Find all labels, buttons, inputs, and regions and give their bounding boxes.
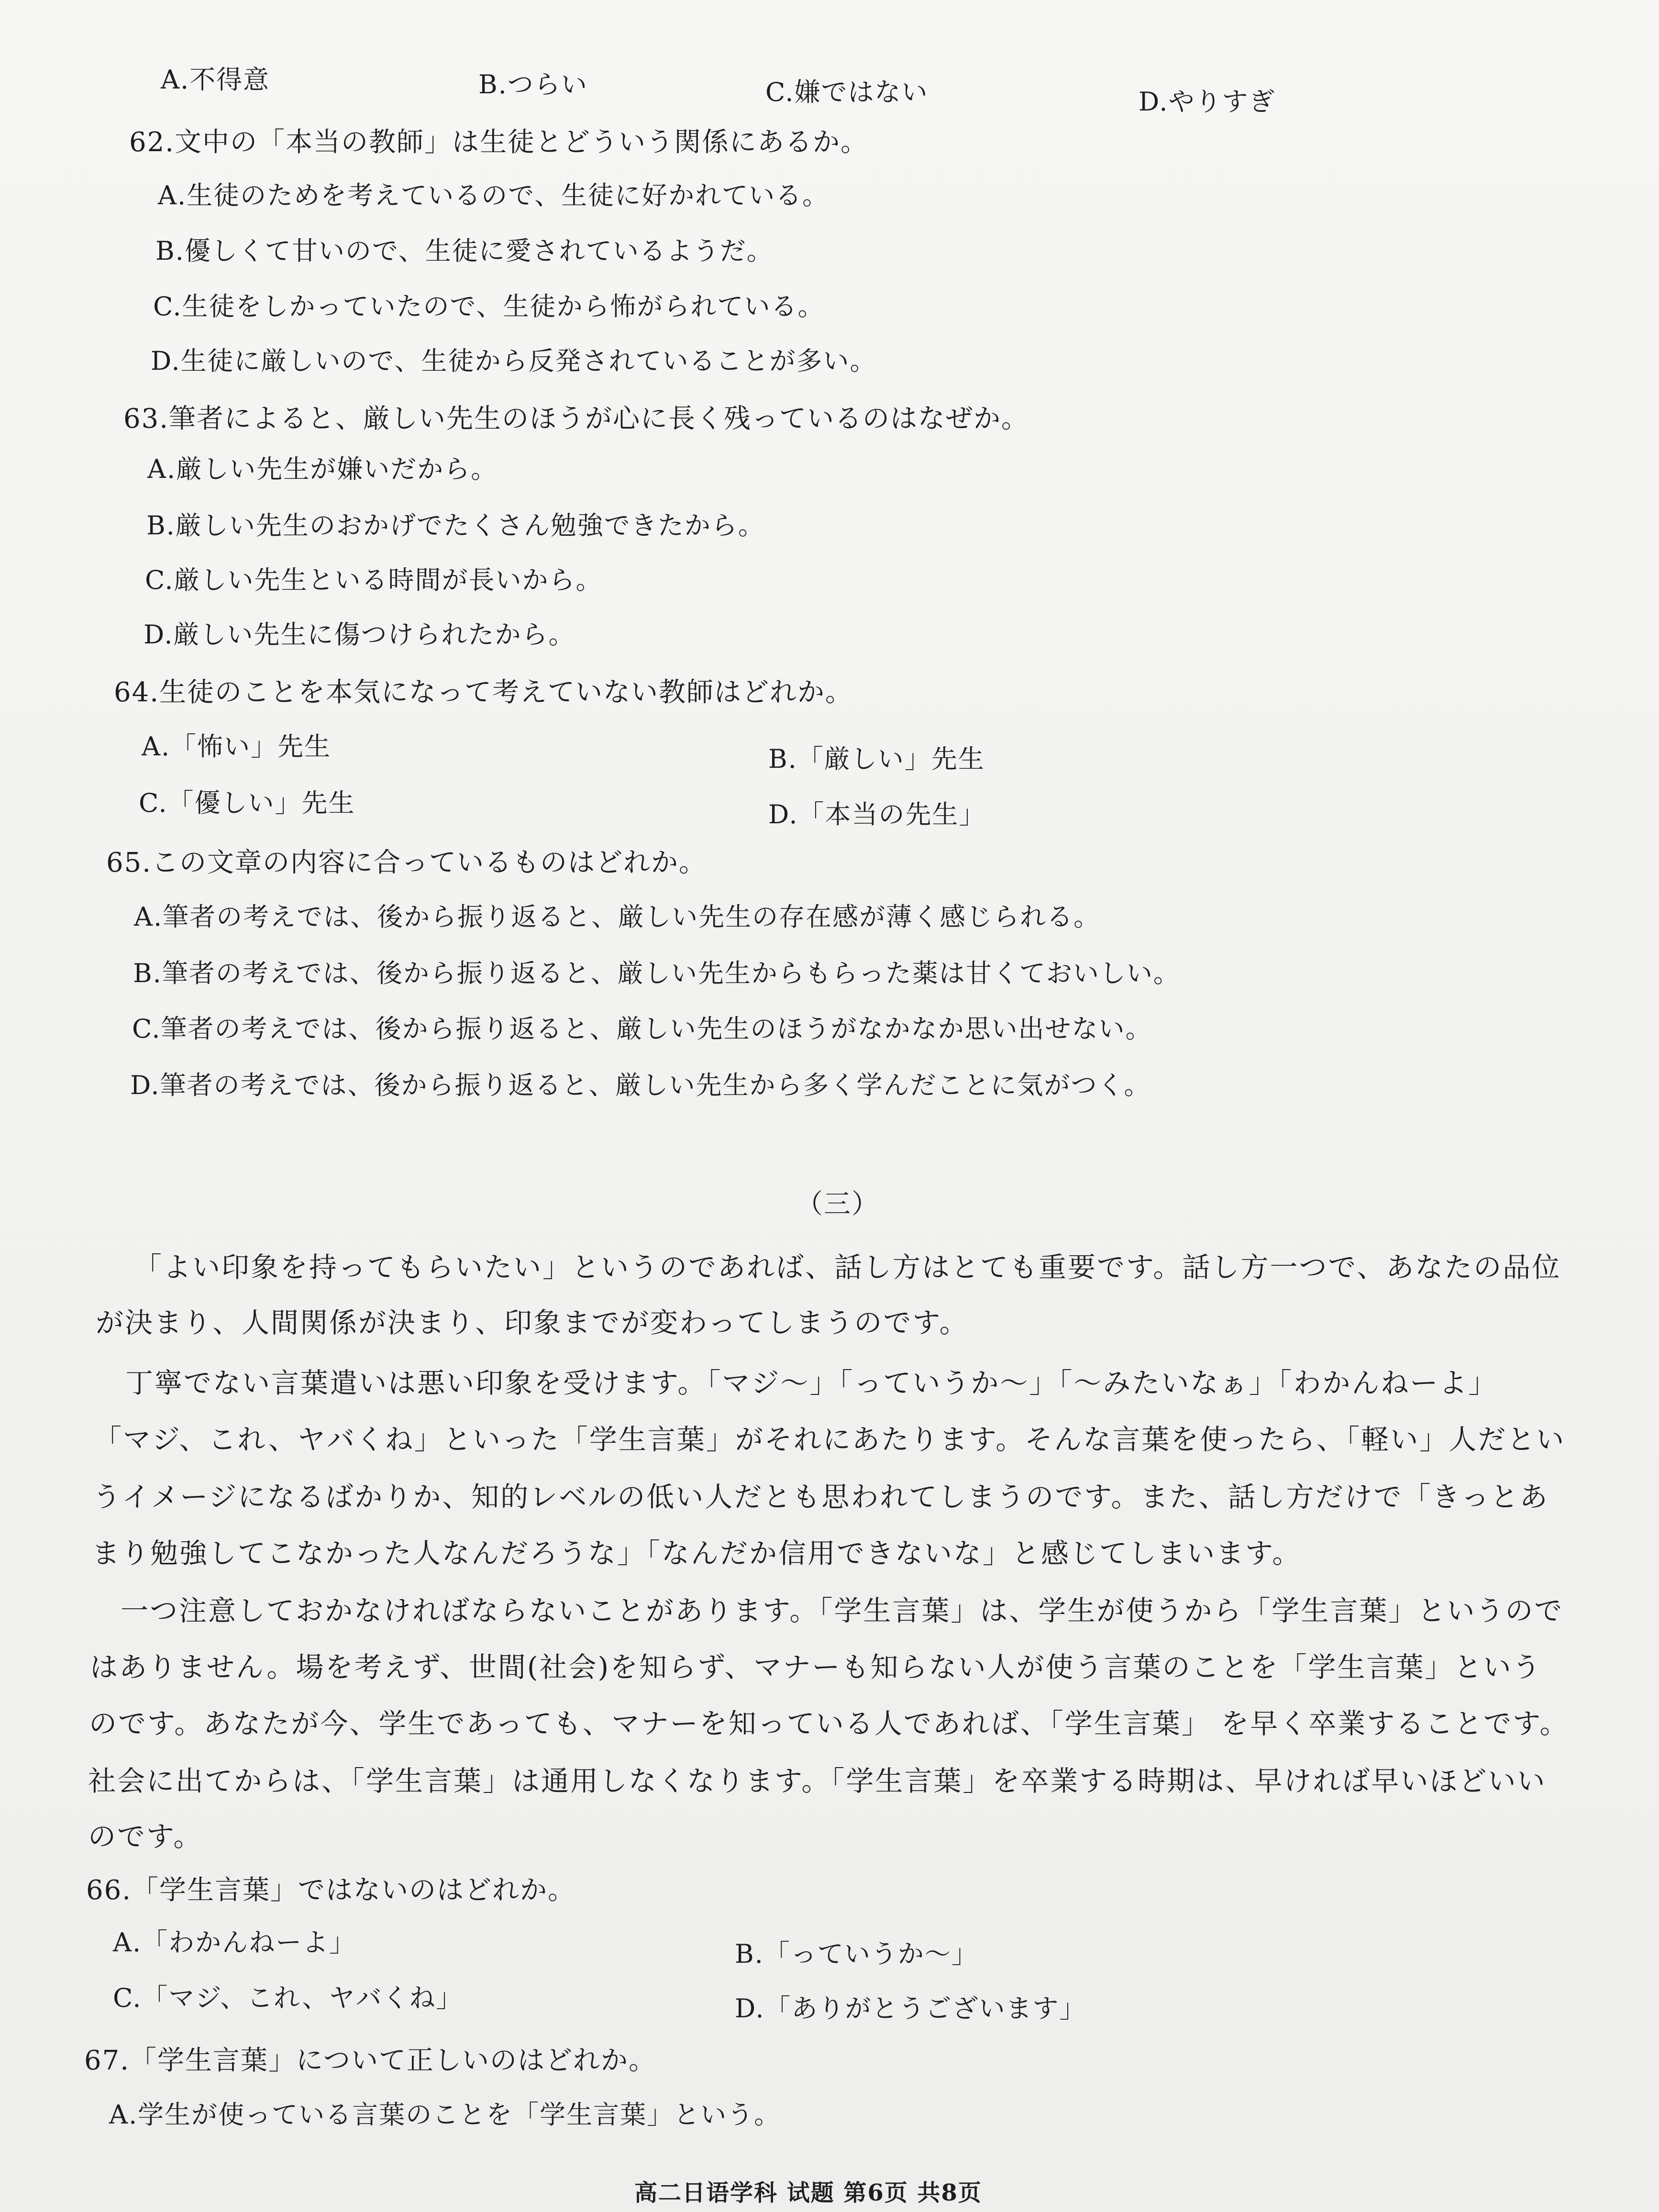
q64-option-c: C.「優しい」先生 [139, 788, 355, 818]
q67-stem: 67.「学生言葉」について正しいのはどれか。 [84, 2045, 656, 2076]
q64-option-a: A.「怖い」先生 [142, 731, 332, 762]
passage-line-8: はありません。場を考えず、世間(社会)を知らず、マナーも知らない人が使う言葉のことを「学生言葉」という [90, 1651, 1542, 1683]
q63-option-c: C.厳しい先生といる時間が長いから。 [145, 565, 603, 595]
passage-line-10: 社会に出てからは、「学生言葉」は通用しなくなります。「学生言葉」を卒業する時期は、早ければ早いほどいい [88, 1765, 1547, 1797]
q65-option-b: B.筆者の考えでは、後から振り返ると、厳しい先生からもらった薬は甘くておいしい。 [133, 958, 1180, 988]
q62-stem: 62.文中の「本当の教師」は生徒とどういう関係にあるか。 [129, 127, 869, 158]
passage-line-1: 「よい印象を持ってもらいたい」というのであれば、話し方はとても重要です。話し方一つで、あなたの品位 [134, 1251, 1561, 1283]
q66-option-b: B.「っていうか～」 [735, 1939, 978, 1969]
q66-option-d: D.「ありがとうございます」 [735, 1993, 1086, 2024]
q63-option-a: A.厳しい先生が嫌いだから。 [147, 454, 498, 484]
q61-option-a: A.不得意 [161, 65, 270, 95]
section-heading: （三） [796, 1189, 879, 1220]
q61-option-d: D.やりすぎ [1139, 87, 1276, 117]
q65-stem: 65.この文章の内容に合っているものはどれか。 [106, 847, 707, 878]
q64-option-b: B.「厳しい」先生 [768, 744, 985, 774]
q62-option-d: D.生徒に厳しいので、生徒から反発されていることが多い。 [151, 346, 877, 376]
passage-line-11: のです。 [88, 1820, 203, 1853]
page-footer: 高二日语学科 试题 第6页 共8页 [634, 2179, 982, 2206]
q63-option-b: B.厳しい先生のおかげでたくさん勉強できたから。 [146, 510, 765, 541]
passage-line-4: 「マジ、これ、ヤバくね」といった「学生言葉」がそれにあたります。そんな言葉を使ったら、「軽い」人だとい [94, 1423, 1566, 1456]
q66-option-a: A.「わかんねーよ」 [113, 1927, 356, 1958]
q62-option-c: C.生徒をしかっていたので、生徒から怖がられている。 [153, 291, 825, 321]
q66-stem: 66.「学生言葉」ではないのはどれか。 [86, 1875, 576, 1906]
q65-option-a: A.筆者の考えでは、後から振り返ると、厳しい先生の存在感が薄く感じられる。 [134, 902, 1101, 932]
q62-option-a: A.生徒のためを考えているので、生徒に好かれている。 [158, 180, 830, 210]
q61-option-c: C.嫌ではない [765, 77, 929, 107]
passage-line-6: まり勉強してこなかった人なんだろうな」「なんだか信用できないな」と感じてしまいます。 [92, 1537, 1302, 1570]
q63-option-d: D.厳しい先生に傷つけられたから。 [144, 619, 575, 650]
passage-line-3: 丁寧でない言葉遣いは悪い印象を受けます。「マジ～」「っていうか～」「～みたいなぁ」「わかんねーよ」 [125, 1367, 1498, 1399]
passage-line-2: が決まり、人間関係が決まり、印象までが変わってしまうのです。 [96, 1306, 969, 1339]
passage-line-5: うイメージになるばかりか、知的レベルの低い人だとも思われてしまうのです。また、話し方だけで「きっとあ [93, 1481, 1549, 1513]
passage-line-7: 一つ注意しておかなければならないことがあります。「学生言葉」は、学生が使うから「学生言葉」というので [121, 1594, 1564, 1627]
q65-option-c: C.筆者の考えでは、後から振り返ると、厳しい先生のほうがなかなか思い出せない。 [132, 1014, 1152, 1044]
q67-option-a: A.学生が使っている言葉のことを「学生言葉」という。 [109, 2100, 781, 2130]
q63-stem: 63.筆者によると、厳しい先生のほうが心に長く残っているのはなぜか。 [123, 403, 1029, 434]
q61-option-b: B.つらい [478, 69, 588, 100]
q62-option-b: B.優しくて甘いので、生徒に愛されているようだ。 [155, 236, 774, 266]
q65-option-d: D.筆者の考えでは、後から振り返ると、厳しい先生から多く学んだことに気がつく。 [130, 1070, 1151, 1100]
q64-stem: 64.生徒のことを本気になって考えていない教師はどれか。 [114, 677, 853, 708]
q64-option-d: D.「本当の先生」 [768, 799, 986, 830]
q66-option-c: C.「マジ、これ、ヤバくね」 [113, 1983, 463, 2013]
passage-line-9: のです。あなたが今、学生であっても、マナーを知っている人であれば、「学生言葉」 を早く卒業することです。 [89, 1707, 1569, 1740]
